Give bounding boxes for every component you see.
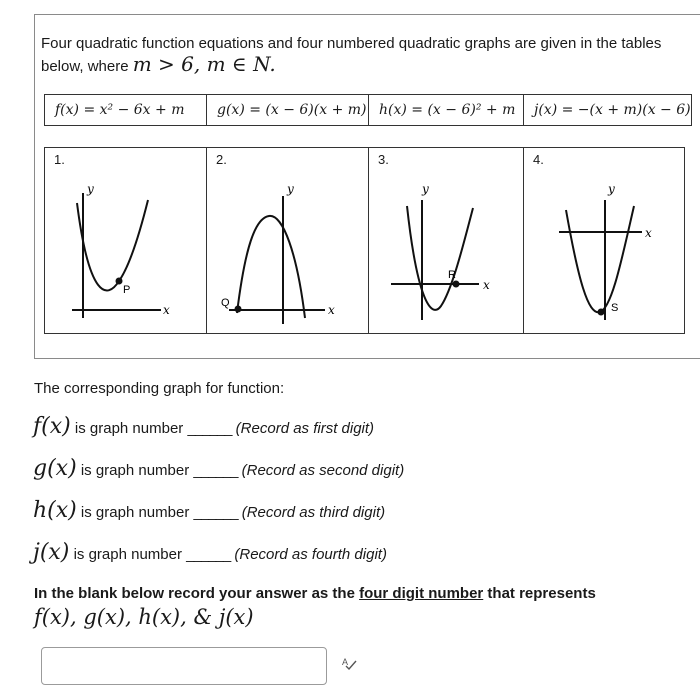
y-axis-label: y (87, 182, 94, 196)
graph-4 (524, 148, 685, 334)
function-label: f(x) (33, 414, 71, 439)
function-label: j(x) (33, 540, 70, 565)
graphs-table (44, 147, 685, 334)
vertex-point (598, 309, 605, 316)
record-note: (Record as fourth digit) (230, 546, 387, 563)
root-point (453, 281, 460, 288)
point-label: S (611, 302, 619, 314)
intro-sentence: Four quadratic function equations and four numbered quadratic graphs are given in the tables below, where (41, 35, 662, 75)
equation-j: j(x) = −(x + m)(x − 6) (524, 95, 692, 126)
intro-text (41, 33, 691, 77)
answer-input[interactable] (41, 647, 327, 685)
svg-text:A: A (342, 657, 349, 667)
line-text: is graph number (76, 462, 194, 479)
instruction-post: that represents (483, 585, 596, 602)
parabola-curve (237, 216, 305, 318)
equation-g: g(x) = (x − 6)(x + m) (207, 95, 369, 126)
parabola-curve (77, 200, 148, 290)
graph-number: 1. (54, 152, 65, 167)
parabola-curve (407, 206, 473, 310)
answer-line-g (33, 456, 404, 481)
equation-h: h(x) = (x − 6)² + m (369, 95, 524, 126)
x-axis-label: x (645, 226, 652, 240)
point-label: R (448, 269, 456, 281)
function-list: f(x), g(x), h(x), & j(x) (34, 605, 254, 629)
blank-line: ______ (186, 546, 231, 563)
blank-line: ______ (193, 504, 238, 521)
intro-condition: m > 6, m ∈ N. (132, 52, 276, 76)
function-label: g(x) (33, 456, 77, 481)
y-axis-label: y (608, 182, 615, 196)
parabola-curve (566, 206, 634, 312)
blank-line: ______ (193, 462, 238, 479)
answer-line-h (33, 498, 385, 523)
prompt-text: The corresponding graph for function: (34, 380, 285, 397)
instruction-pre: In the blank below record your answer as the (34, 585, 360, 602)
graph-number: 2. (216, 152, 227, 167)
x-axis-label: x (483, 278, 490, 292)
line-text: is graph number (69, 546, 187, 563)
record-note: (Record as second digit) (237, 462, 405, 479)
point-label: P (123, 284, 131, 296)
function-label: h(x) (33, 498, 77, 523)
graph-cell-1 (45, 148, 207, 334)
spellcheck-icon[interactable] (341, 656, 357, 670)
graph-number: 3. (378, 152, 389, 167)
graph-cell-2 (207, 148, 369, 334)
y-axis-label: y (422, 182, 429, 196)
instruction-underlined: four digit number (359, 585, 484, 602)
y-axis-label: y (287, 182, 294, 196)
point-label: Q (221, 297, 230, 309)
line-text: is graph number (76, 504, 194, 521)
graph-3 (369, 148, 524, 334)
graph-2 (207, 148, 369, 334)
record-note: (Record as first digit) (231, 420, 375, 437)
x-axis-label: x (328, 303, 335, 317)
x-axis-label: x (163, 303, 170, 317)
answer-line-j (33, 540, 387, 565)
answer-line-f (33, 414, 374, 439)
record-note: (Record as third digit) (237, 504, 386, 521)
equations-table (44, 94, 692, 126)
equation-f: f(x) = x² − 6x + m (45, 95, 207, 126)
final-instruction (34, 585, 596, 602)
graph-1 (45, 148, 207, 334)
graph-number: 4. (533, 152, 544, 167)
root-point (235, 306, 242, 313)
line-text: is graph number (70, 420, 188, 437)
vertex-point (116, 278, 123, 285)
graph-cell-3 (369, 148, 524, 334)
blank-line: ______ (187, 420, 232, 437)
graph-cell-4 (524, 148, 685, 334)
